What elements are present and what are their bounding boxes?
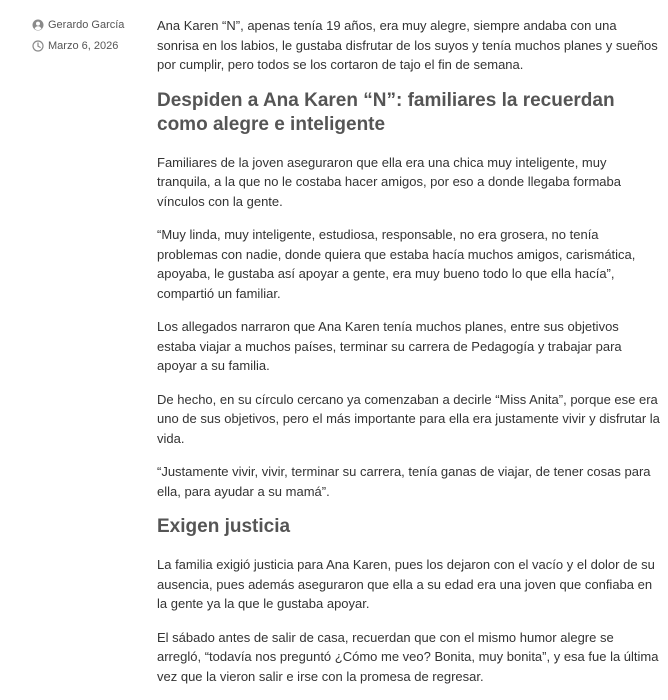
- paragraph: El sábado antes de salir de casa, recuerdan que con el mismo humor alegre se arregló, “todavía nos preguntó ¿Cómo me veo? Bonita, muy bonita”, y esa fue la última vez que la vieron salir e irse con la promesa de regresar.: [157, 629, 659, 684]
- paragraph: La familia exigió justicia para Ana Karen, pues los dejaron con el vacío y el dolor de su ausencia, pues además aseguraron que ella a su edad era una joven que confiaba en la gente ya la que le gustaba apoyar.: [157, 557, 655, 611]
- date-row: [32, 35, 150, 56]
- paragraph: “Muy linda, muy inteligente, estudiosa, responsable, no era grosera, no tenía problemas con nadie, donde quiera que estaba hacía muchos amigos, carismática, apoyaba, le gustaba así apoyar a gente, era muy bueno todo lo que ella hacía”, compartió un familiar.: [157, 227, 636, 301]
- paragraph: De hecho, en su círculo cercano ya comenzaban a decirle “Miss Anita”, porque ese era uno de sus objetivos, pero el más importante para ella era justamente vivir y disfrutar la vida.: [157, 391, 660, 446]
- paragraph: “Justamente vivir, vivir, terminar su carrera, tenía ganas de viajar, de tener cosas para ella, para ayudar a su mamá”.: [157, 464, 651, 499]
- author-name[interactable]: Gerardo García: [48, 18, 125, 31]
- user-circle-icon: [32, 19, 44, 31]
- clock-icon: [32, 40, 44, 52]
- author-row[interactable]: [32, 14, 150, 35]
- paragraph: Familiares de la joven aseguraron que ella era una chica muy inteligente, muy tranquila, a la que no le costaba hacer amigos, por eso a donde llegaba formaba vínculos con la gente.: [157, 154, 621, 209]
- paragraph: Ana Karen “N”, apenas tenía 19 años, era muy alegre, siempre andaba con una sonrisa en los labios, le gustaba disfrutar de los suyos y tenía muchos planes y sueños por cumplir, pero todos se los cortaron de tajo el fin de semana.: [157, 18, 658, 72]
- section-heading-exigen: Exigen justicia: [157, 516, 291, 537]
- paragraph: Los allegados narraron que Ana Karen tenía muchos planes, entre sus objetivos estaba viajar a muchos países, terminar su carrera de Pedagogía y trabajar para apoyar a su familia.: [157, 319, 622, 373]
- publish-date: Marzo 6, 2026: [48, 39, 119, 52]
- section-heading-despiden: Despiden a Ana Karen “N”: familiares la recuerdan como alegre e inteligente: [157, 89, 615, 135]
- article-body: [157, 16, 660, 700]
- article-meta: [32, 14, 150, 56]
